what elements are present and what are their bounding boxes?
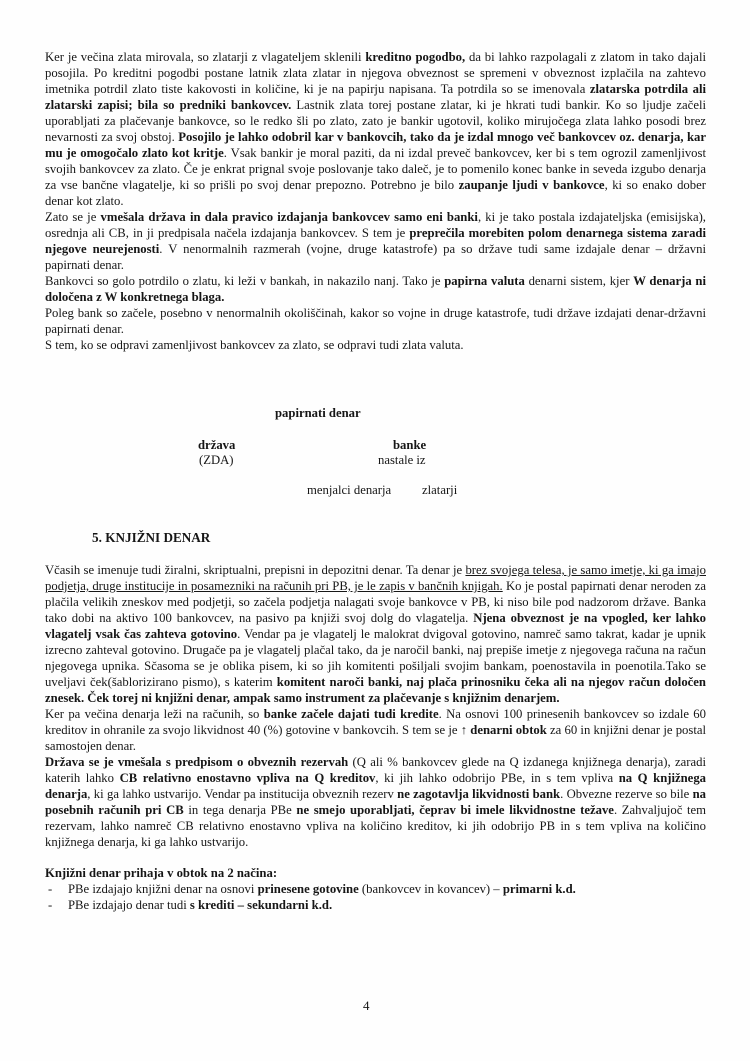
list-item-text: PBe izdajajo knjižni denar na osnovi prinesene gotovine (bankovcev in kovancev) – primarni k.d. bbox=[68, 882, 576, 896]
diagram-node-banks: banke bbox=[393, 438, 427, 452]
diagram-node-state-example: (ZDA) bbox=[199, 453, 234, 467]
list-heading: Knjižni denar prihaja v obtok na 2 načina: bbox=[45, 866, 278, 880]
paragraph-book-money-definition: Včasih se imenuje tudi žiralni, skriptualni, prepisni in depozitni denar. Ta denar je brez svojega telesa, je samo imetje, ki ga imajo podjetja, druge institucije in posamezniki na računih pri PB, je le zapis v bančnih knjigah. Ko je postal papirnati denar neroden za plačila velikih zneskov med podjetji, so začela podjetja nalagati svoje bankovce v PB, ki niso bile pod nadzorom države. Banka tako dobi na aktivo 100 bankovcev, na pasivo pa knjiži svoj dolg do vlagatelja. Njena obveznost je na vpogled, ker lahko vlagatelj vsak čas zahteva gotovino. Vendar pa je vlagatelj le malokrat dvigoval gotovino, namreč samo takrat, kadar je upnik izrecno zahteval gotovino. Drugače pa je vlagatelj plačal tako, da je naročil banki, naj prepiše imetje z njegovega računa na račun njegovega upnika. Sčasoma se je oblika pisem, ki so jih komitenti pošiljali svojim bankam, poenostavila in poenotila.Tako se uveljavi ček(šablorizirano pismo), s katerim komitent naroči banki, naj plača prinosniku čeka ali na njegov račun določen znesek. Ček torej ni knjižni denar, ampak samo instrument za plačevanje s knjižnim denarjem. bbox=[45, 563, 706, 705]
list-item-primary bbox=[45, 881, 706, 897]
bullet-dash: - bbox=[48, 898, 53, 912]
paragraph-paper-currency: Bankovci so golo potrdilo o zlatu, ki leži v bankah, in nakazilo nanj. Tako je papirna valuta denarni sistem, kjer W denarja ni določena z W konkretnega blaga. bbox=[45, 274, 706, 304]
list-item-secondary bbox=[45, 897, 706, 913]
page-number: 4 bbox=[363, 998, 370, 1013]
intro-text-block bbox=[45, 49, 706, 353]
book-money-text-block bbox=[45, 562, 706, 913]
diagram-node-money-changers: menjalci denarja bbox=[307, 483, 392, 497]
diagram-node-state: država bbox=[198, 438, 236, 452]
list-item-text: PBe izdajajo denar tudi s krediti – sekundarni k.d. bbox=[68, 898, 333, 912]
paragraph-gold-currency-abolished: S tem, ko se odpravi zamenljivost bankovcev za zlato, se odpravi tudi zlata valuta. bbox=[45, 338, 464, 352]
paragraph-credit-agreement: Ker je večina zlata mirovala, so zlatarji z vlagateljem sklenili kreditno pogodbo, da bi lahko razpolagali z zlatom in tako dajali posojila. Po kreditni pogodbi postane latnik zlata zlatar in njegova obveznost se spremeni v obveznost izplačila na zahtevo imetnika potrdil zlato tiste kakovosti in količine, ki je na papirju napisana. Ta potrdila so se imenovala zlatarska potrdila ali zlatarski zapisi; bila so predniki bankovcev. Lastnik zlata torej postane zlatar, ki je hkrati tudi bankir. Ko so ljudje začeli uporabljati za plačevanje bankovce, so le redko šli po zlato, zato je bankir ugotovil, koliko mirujočega zlata lahko posodi brez nevarnosti za svoj obstoj. Posojilo je lahko odobril kar v bankovcih, tako da je izdal mnogo več bankovcev oz. denarja, kar mu je omogočalo zlato kot kritje. Vsak bankir je moral paziti, da ni izdal preveč bankovcev, ker bi s tem ogrozil zamenljivost svojih bankovcev za zlato. Če je enkrat prignal svoje poslovanje tako daleč, je to pomenilo konec banke in seveda izgubo denarja za vse bančne vlagatelje, ki so prišli po svoj denar prepozno. Potrebno je bilo zaupanje ljudi v bankovce, ki so enako dober denar kot zlato. bbox=[45, 50, 706, 208]
paragraph-state-intervention: Zato se je vmešala država in dala pravico izdajanja bankovcev samo eni banki, ki je tako postala izdajateljska (emisijska), osrednja ali CB, in ji predpisala načela izdajanja bankovcev. S tem je preprečila morebiten polom denarnega sistema zaradi njegove neurejenosti. V nenormalnih razmerah (vojne, druge katastrofe) pa so države tudi same izdajale denar – državni papirnati denar. bbox=[45, 210, 707, 272]
bullet-dash: - bbox=[48, 882, 53, 896]
section-heading-book-money: 5. KNJIŽNI DENAR bbox=[92, 530, 211, 545]
diagram-node-banks-origin: nastale iz bbox=[378, 453, 426, 467]
diagram-title: papirnati denar bbox=[275, 406, 361, 420]
paragraph-banks-credits: Ker pa večina denarja leži na računih, so banke začele dajati tudi kredite. Na osnovi 100 prinesenih bankovcev so izdale 60 kreditov in ohranile za svojo likvidnost 40 (%) gotovine v bankovcih. S tem se je ↑ denarni obtok za 60 in knjižni denar je postal samostojen denar. bbox=[45, 707, 707, 753]
paragraph-state-paper-money: Poleg bank so začele, posebno v nenormalnih okoliščinah, kakor so vojne in druge katastrofe, tudi države izdajati denar-državni papirnati denar. bbox=[45, 306, 706, 336]
paragraph-mandatory-reserves: Država se je vmešala s predpisom o obveznih rezervah (Q ali % bankovcev glede na Q izdanega knjižnega denarja), zaradi katerih lahko CB relativno enostavno vpliva na Q kreditov, ki jih lahko odobrijo PBe, in s tem vpliva na Q knjižnega denarja, ki ga lahko ustvarijo. Vendar pa institucija obveznih rezerv ne zagotavlja likvidnosti bank. Obvezne rezerve so bile na posebnih računih pri CB in tega denarja PBe ne smejo uporabljati, čeprav bi imele likvidnostne težave. Zahvaljujoč tem rezervam, lahko namreč CB relativno enostavno vpliva na količino kreditov, ki jih odobrijo PB in s tem vpliva na količino knjižnega denarja, ki ga lahko ustvarijo. bbox=[45, 755, 707, 849]
diagram-node-goldsmiths: zlatarji bbox=[422, 483, 458, 497]
